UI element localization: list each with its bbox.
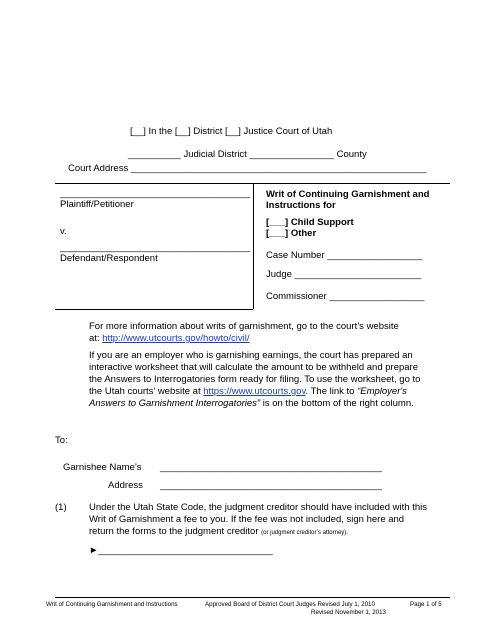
caption-divider [253, 183, 254, 309]
court-level-line: [__] In the [__] District [__] Justice Court of Utah [130, 126, 333, 137]
section-1-line2: Writ of Garnishment a fee to you. If the fee was not included, sign here and [89, 514, 405, 525]
fee-signature-row [89, 545, 273, 557]
arrow-right-icon: ► [89, 545, 99, 556]
defendant-signature-line: ____________________________________ [60, 242, 251, 253]
form-title-line2: Instructions for [266, 200, 336, 211]
fee-signature-line: _________________________________ [98, 545, 273, 556]
garnishee-address-line: __________________________________________ [160, 480, 382, 491]
section-1-line3-note: (or judgment creditor’s attorney). [261, 530, 348, 536]
howto-civil-link[interactable]: http://www.utcourts.gov/howto/civil/ [102, 333, 250, 344]
judge-field: Judge ________________________ [266, 269, 422, 280]
employer-paragraph-end: is on the bottom of the right column. [260, 398, 414, 409]
section-1-line3 [89, 526, 348, 539]
info-paragraph-1-prefix: at: [89, 333, 103, 344]
to-label: To: [55, 435, 68, 446]
plaintiff-label: Plaintiff/Petitioner [60, 199, 134, 210]
garnishee-name-label: Garnishee Name’s [63, 462, 142, 473]
employer-paragraph-suffix: . The link to [305, 386, 358, 397]
employer-answers-link-title-cont: Answers to Garnishment Interrogatories” [89, 398, 261, 409]
caption-bottom-rule [55, 309, 253, 310]
plaintiff-signature-line: ____________________________________ [60, 188, 251, 199]
case-number-field: Case Number __________________ [266, 250, 423, 261]
employer-paragraph-line3: the Answers to Interrogatories form ready for filing. To use the worksheet, go to [89, 374, 421, 385]
footer-rule [55, 597, 450, 598]
footer-page-number: Page 1 of 5 [410, 601, 442, 608]
employer-paragraph-prefix: the Utah courts’ website at [89, 386, 204, 397]
garnishee-name-line: __________________________________________ [160, 462, 382, 473]
employer-paragraph-line5 [89, 398, 414, 410]
footer-revised: Revised November 1, 2013 [311, 609, 386, 616]
info-paragraph-1-line1: For more information about writs of garnishment, go to the court’s website [89, 321, 399, 332]
employer-paragraph-line1: If you are an employer who is garnishing earnings, the court has prepared an [89, 350, 413, 361]
info-paragraph-1-line2 [89, 333, 250, 345]
versus-label: v. [60, 226, 67, 237]
employer-paragraph-line2: interactive worksheet that will calculate the amount to be withheld and prepare [89, 362, 418, 373]
commissioner-field: Commissioner __________________ [266, 291, 425, 302]
defendant-label: Defendant/Respondent [60, 253, 158, 264]
court-address-line: Court Address ________________________________________________________ [68, 163, 427, 174]
utcourts-link[interactable]: https://www.utcourts.gov [203, 386, 306, 397]
form-title-line1: Writ of Continuing Garnishment and [266, 189, 430, 200]
section-1-line3-main: return the forms to the judgment creditor [89, 526, 262, 537]
section-1-number: (1) [55, 502, 67, 513]
section-1-line1: Under the Utah State Code, the judgment creditor should have included with this [89, 502, 427, 513]
district-county-line: __________ Judicial District ________________ County [128, 149, 367, 160]
garnishee-address-label: Address [108, 480, 143, 491]
other-option: [___] Other [266, 228, 317, 239]
footer-approval: Approved Board of District Court Judges Revised July 1, 2010 [205, 601, 375, 608]
footer-form-name: Writ of Continuing Garnishment and Instructions [46, 601, 178, 608]
child-support-option: [___] Child Support [266, 217, 354, 228]
employer-paragraph-line4 [89, 386, 407, 398]
employer-answers-link-title: “Employer's [357, 386, 407, 397]
